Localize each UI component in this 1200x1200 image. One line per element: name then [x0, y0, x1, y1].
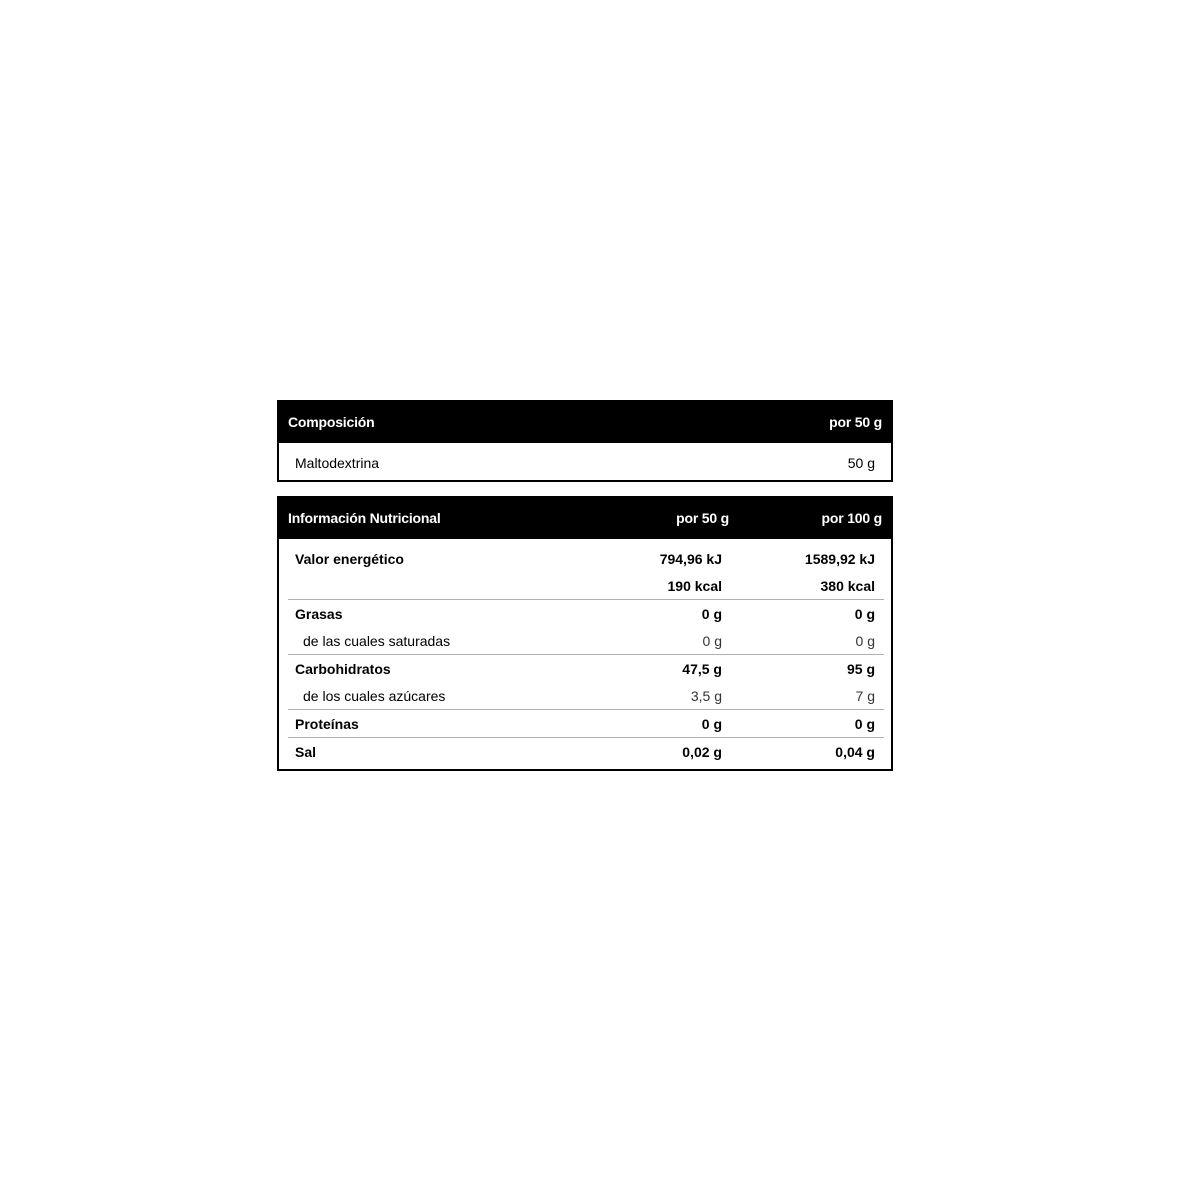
row-saturated-fats	[279, 627, 891, 654]
value-per-50g: 3,5 g	[690, 688, 722, 704]
value-per-50g: 0 g	[702, 633, 722, 649]
row-energy-kcal	[279, 572, 891, 599]
value-per-50g: 0 g	[701, 606, 722, 622]
value-per-100g: 0 g	[855, 633, 875, 649]
row-carbohydrates	[279, 655, 891, 682]
nutrition-header	[279, 498, 891, 539]
value-per-100g: 7 g	[855, 688, 875, 704]
composition-table	[277, 400, 893, 482]
row-salt	[279, 738, 891, 765]
composition-header-label: Composición	[288, 414, 375, 430]
composition-header	[279, 402, 891, 443]
row-label: Grasas	[295, 606, 343, 622]
row-label: Carbohidratos	[295, 661, 391, 677]
row-label: Sal	[295, 744, 317, 760]
value-per-100g: 0 g	[854, 606, 875, 622]
value-per-100g: 0,04 g	[835, 744, 875, 760]
composition-row	[279, 443, 891, 482]
row-label: de las cuales saturadas	[303, 633, 451, 649]
row-proteins	[279, 710, 891, 737]
value-per-100g: 95 g	[846, 661, 875, 677]
row-label: Proteínas	[295, 716, 359, 732]
ingredient-name: Maltodextrina	[295, 455, 380, 471]
composition-header-column: por 50 g	[829, 414, 882, 430]
row-energy-kj	[279, 545, 891, 572]
row-fats	[279, 600, 891, 627]
ingredient-amount: 50 g	[847, 455, 875, 471]
value-per-100g: 380 kcal	[820, 578, 875, 594]
row-label: de los cuales azúcares	[303, 688, 446, 704]
row-sugars	[279, 682, 891, 709]
nutrition-table	[277, 496, 893, 771]
value-per-50g: 47,5 g	[682, 661, 722, 677]
nutrition-header-label: Información Nutricional	[288, 510, 441, 526]
value-per-50g: 794,96 kJ	[659, 551, 722, 567]
value-per-50g: 0 g	[701, 716, 722, 732]
value-per-100g: 1589,92 kJ	[804, 551, 875, 567]
value-per-50g: 0,02 g	[682, 744, 722, 760]
value-per-50g: 190 kcal	[667, 578, 722, 594]
nutrition-header-col-100g: por 100 g	[821, 510, 882, 526]
value-per-100g: 0 g	[854, 716, 875, 732]
nutrition-header-col-50g: por 50 g	[676, 510, 729, 526]
row-label: Valor energético	[295, 551, 404, 567]
